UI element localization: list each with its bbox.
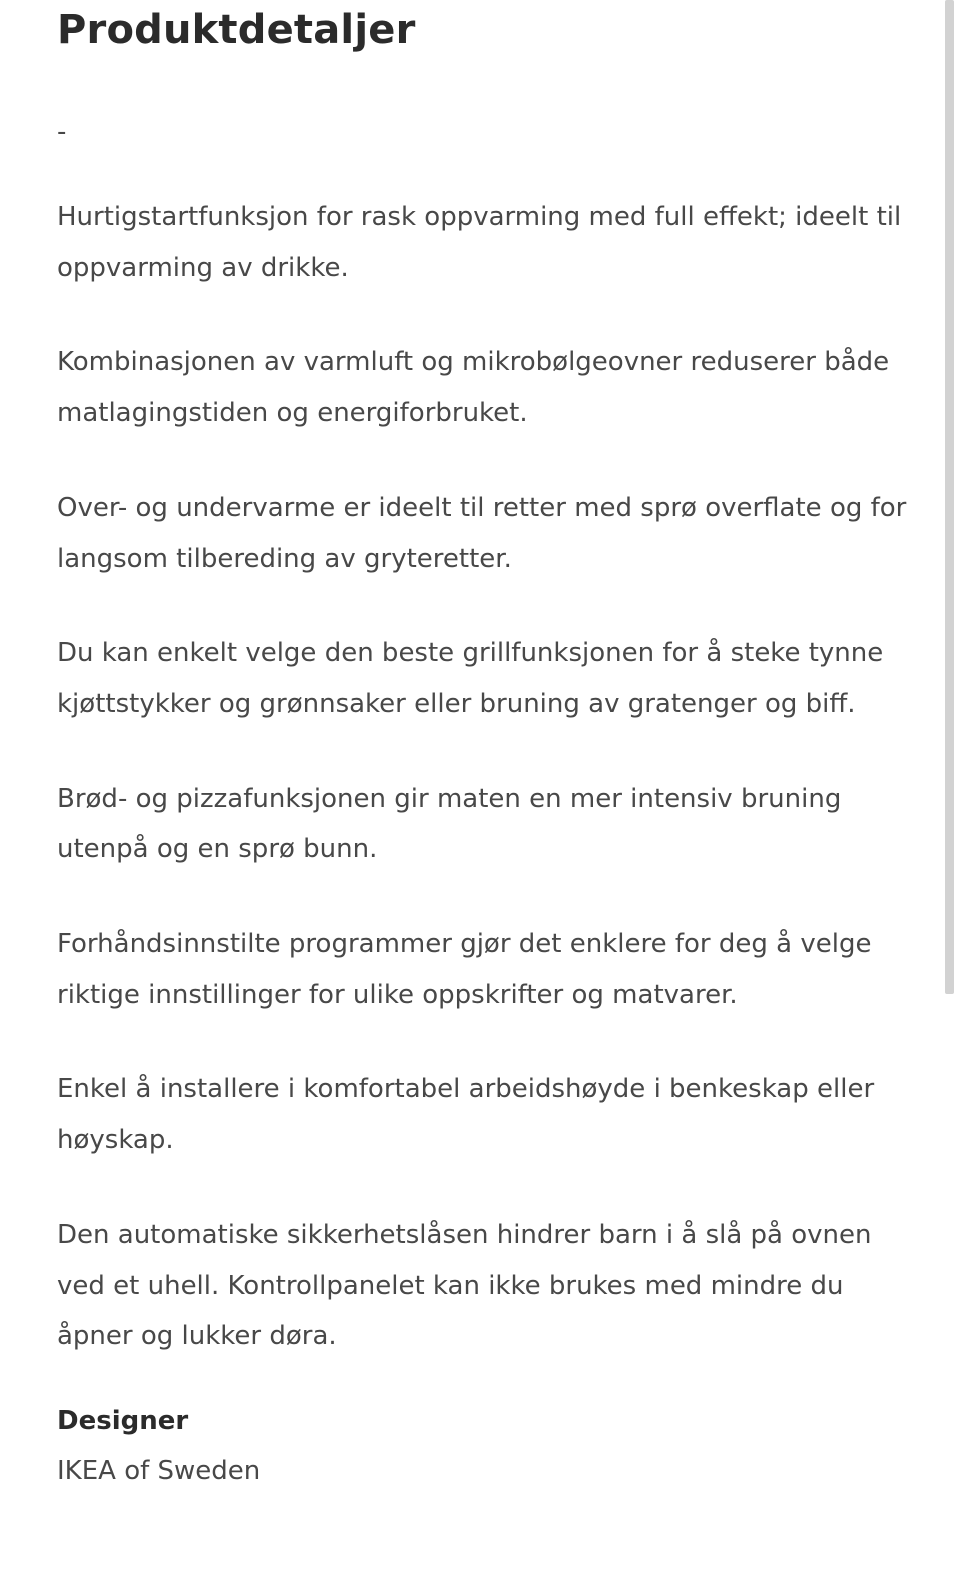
feature-paragraph-combination: Kombinasjonen av varmluft og mikrobølgeovner reduserer både matlagingstiden og energiforbruket. xyxy=(57,347,890,429)
feature-paragraph-grill: Du kan enkelt velge den beste grillfunksjonen for å steke tynne kjøttstykker og grønnsaker eller bruning av gratenger og biff. xyxy=(57,638,884,719)
feature-paragraph-installation: Enkel å installere i komfortabel arbeidshøyde i benkeskap eller høyskap. xyxy=(57,1074,875,1156)
product-details-section xyxy=(57,0,917,1496)
feature-paragraph-top-bottom-heat: Over- og undervarme er ideelt til retter med sprø overflate og for langsom tilbereding av gryteretter. xyxy=(57,492,907,574)
placeholder-dash: - xyxy=(57,117,67,147)
scrollbar-thumb[interactable] xyxy=(945,0,954,994)
feature-paragraph-bread-pizza: Brød- og pizzafunksjonen gir maten en mer intensiv bruning utenpå og en sprø bunn. xyxy=(57,783,842,865)
feature-paragraph-quickstart: Hurtigstartfunksjon for rask oppvarming med full effekt; ideelt til oppvarming av drikke. xyxy=(57,202,902,283)
feature-paragraph-programs: Forhåndsinnstilte programmer gjør det enklere for deg å velge riktige innstillinger for ulike oppskrifter og matvarer. xyxy=(57,929,872,1010)
designer-label: Designer xyxy=(57,1405,189,1436)
feature-paragraph-safety-lock: Den automatiske sikkerhetslåsen hindrer barn i å slå på ovnen ved et uhell. Kontrollpanelet kan ikke brukes med mindre du åpner og lukker døra. xyxy=(57,1219,872,1352)
designer-value: IKEA of Sweden xyxy=(57,1455,261,1486)
section-title: Produktdetaljer xyxy=(57,7,416,53)
